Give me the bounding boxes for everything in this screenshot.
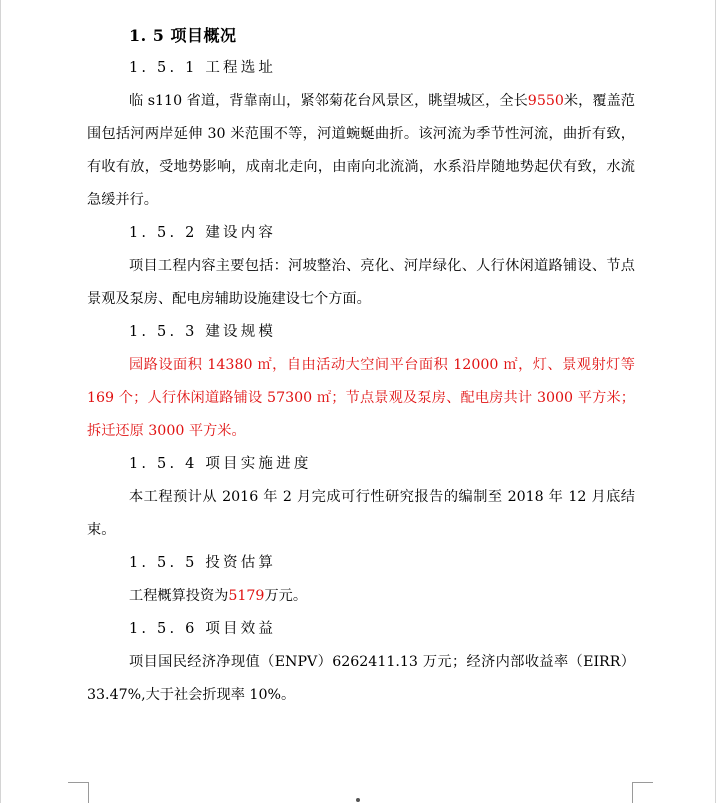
footer-dot [356, 798, 360, 802]
page-border-left [0, 0, 1, 803]
heading-benefits: 1. 5. 6 项目效益 [129, 621, 277, 637]
highlight-amount: 5179 [228, 588, 265, 604]
site-text-after: 米，覆盖范围包括河两岸延伸 30 米范围不等，河道蜿蜒曲折。该河流为季节性河流，曲折有致，有收有放，受地势影响，成南北走向，由南向北流淌，水系沿岸随地势起伏有致，水流急缓并行。 [87, 93, 635, 208]
paragraph-construction-scale: 园路设面积 14380 ㎡，自由活动大空间平台面积 12000 ㎡，灯、景观射灯等 169 个；人行休闲道路铺设 57300 ㎡；节点景观及泵房、配电房共计 3000 平方米；拆迁还原 3000 平方米。 [87, 357, 635, 439]
heading-investment: 1. 5. 5 投资估算 [129, 555, 277, 571]
paragraph-investment [87, 580, 635, 613]
investment-text-before: 工程概算投资为 [129, 588, 229, 604]
site-text-before: 临 s110 省道，背靠南山，紧邻菊花台风景区，眺望城区，全长 [129, 93, 528, 109]
paragraph-benefits: 项目国民经济净现值（ENPV）6262411.13 万元；经济内部收益率（EIRR）33.47%,大于社会折现率 10%。 [87, 654, 635, 703]
paragraph-schedule: 本工程预计从 2016 年 2 月完成可行性研究报告的编制至 2018 年 12 月底结束。 [87, 489, 635, 538]
heading-site-selection: 1. 5. 1 工程选址 [129, 60, 277, 76]
heading-schedule: 1. 5. 4 项目实施进度 [129, 456, 312, 472]
heading-construction-scale: 1. 5. 3 建设规模 [129, 324, 277, 340]
heading-construction-content: 1. 5. 2 建设内容 [129, 225, 277, 241]
paragraph-site-selection [87, 85, 635, 217]
page-content [87, 20, 635, 712]
margin-corner-mark-left [68, 782, 89, 803]
section-title: 1. 5 项目概况 [129, 26, 237, 45]
paragraph-construction-content: 项目工程内容主要包括：河坡整治、亮化、河岸绿化、人行休闲道路铺设、节点景观及泵房、配电房辅助设施建设七个方面。 [87, 258, 635, 307]
investment-text-after: 万元。 [264, 588, 308, 604]
margin-corner-mark-right [632, 782, 653, 803]
highlight-length: 9550 [527, 93, 564, 109]
